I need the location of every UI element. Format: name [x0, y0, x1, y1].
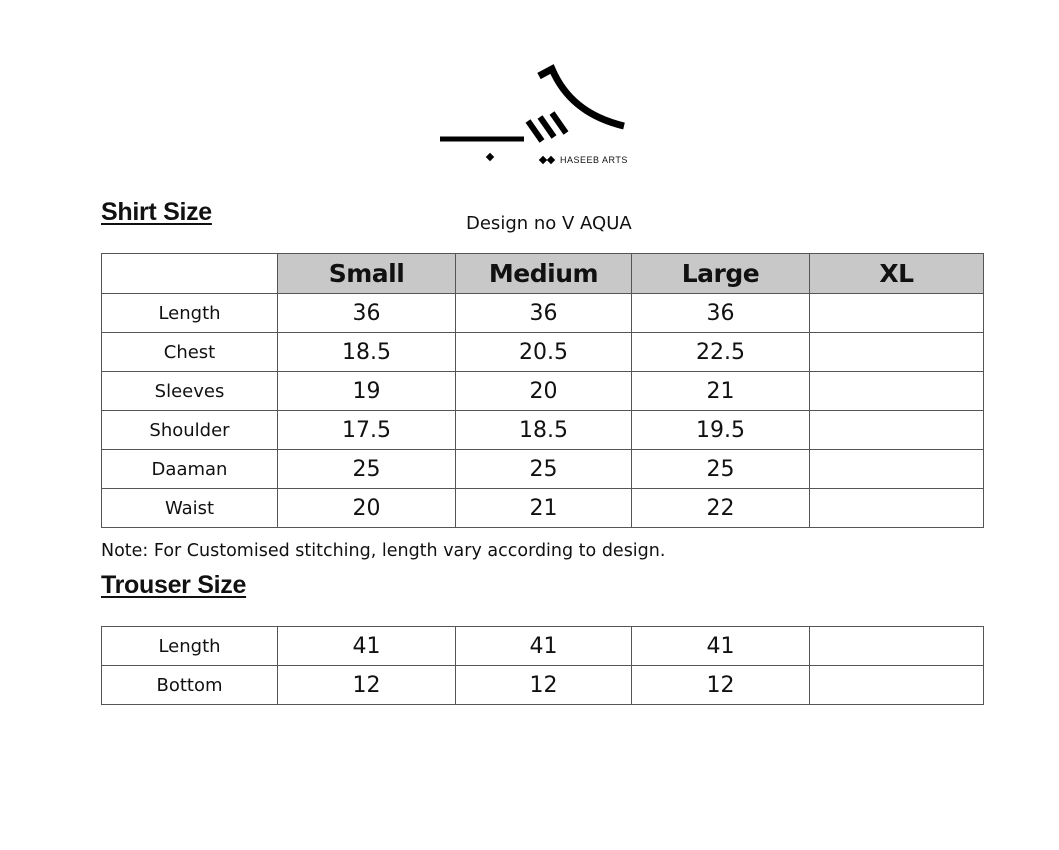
row-label: Length	[102, 627, 278, 666]
table-row	[102, 489, 984, 528]
row-label: Waist	[102, 489, 278, 528]
table-row	[102, 333, 984, 372]
trouser-size-title: Trouser Size	[101, 571, 247, 599]
cell-xl	[810, 372, 984, 411]
cell-medium: 18.5	[456, 411, 632, 450]
cell-large: 25	[632, 450, 810, 489]
cell-large: 41	[632, 627, 810, 666]
design-number: Design no V AQUA	[466, 213, 632, 234]
header-large: Large	[632, 254, 810, 294]
table-row	[102, 627, 984, 666]
header-small: Small	[278, 254, 456, 294]
cell-small: 25	[278, 450, 456, 489]
cell-medium: 20	[456, 372, 632, 411]
cell-xl	[810, 294, 984, 333]
row-label: Sleeves	[102, 372, 278, 411]
shirt-size-table	[101, 253, 984, 528]
cell-small: 19	[278, 372, 456, 411]
cell-medium: 20.5	[456, 333, 632, 372]
header-corner	[102, 254, 278, 294]
cell-large: 12	[632, 666, 810, 705]
cell-medium: 12	[456, 666, 632, 705]
cell-xl	[810, 666, 984, 705]
cell-medium: 21	[456, 489, 632, 528]
trouser-size-table	[101, 626, 984, 705]
cell-medium: 41	[456, 627, 632, 666]
cell-xl	[810, 450, 984, 489]
cell-medium: 36	[456, 294, 632, 333]
cell-large: 21	[632, 372, 810, 411]
cell-large: 22.5	[632, 333, 810, 372]
cell-small: 12	[278, 666, 456, 705]
row-label: Bottom	[102, 666, 278, 705]
header-xl: XL	[810, 254, 984, 294]
cell-small: 41	[278, 627, 456, 666]
stitching-note: Note: For Customised stitching, length vary according to design.	[101, 541, 666, 561]
header-medium: Medium	[456, 254, 632, 294]
cell-small: 18.5	[278, 333, 456, 372]
cell-xl	[810, 333, 984, 372]
cell-small: 36	[278, 294, 456, 333]
cell-large: 36	[632, 294, 810, 333]
shirt-size-title: Shirt Size	[101, 198, 212, 226]
shirt-header-row	[102, 254, 984, 294]
table-row	[102, 294, 984, 333]
brand-name: HASEEB ARTS	[560, 155, 628, 165]
table-row	[102, 372, 984, 411]
cell-small: 17.5	[278, 411, 456, 450]
row-label: Chest	[102, 333, 278, 372]
cell-large: 22	[632, 489, 810, 528]
cell-small: 20	[278, 489, 456, 528]
table-row	[102, 411, 984, 450]
table-row	[102, 450, 984, 489]
cell-xl	[810, 411, 984, 450]
row-label: Daaman	[102, 450, 278, 489]
cell-xl	[810, 627, 984, 666]
cell-large: 19.5	[632, 411, 810, 450]
table-row	[102, 666, 984, 705]
cell-medium: 25	[456, 450, 632, 489]
row-label: Shoulder	[102, 411, 278, 450]
row-label: Length	[102, 294, 278, 333]
cell-xl	[810, 489, 984, 528]
